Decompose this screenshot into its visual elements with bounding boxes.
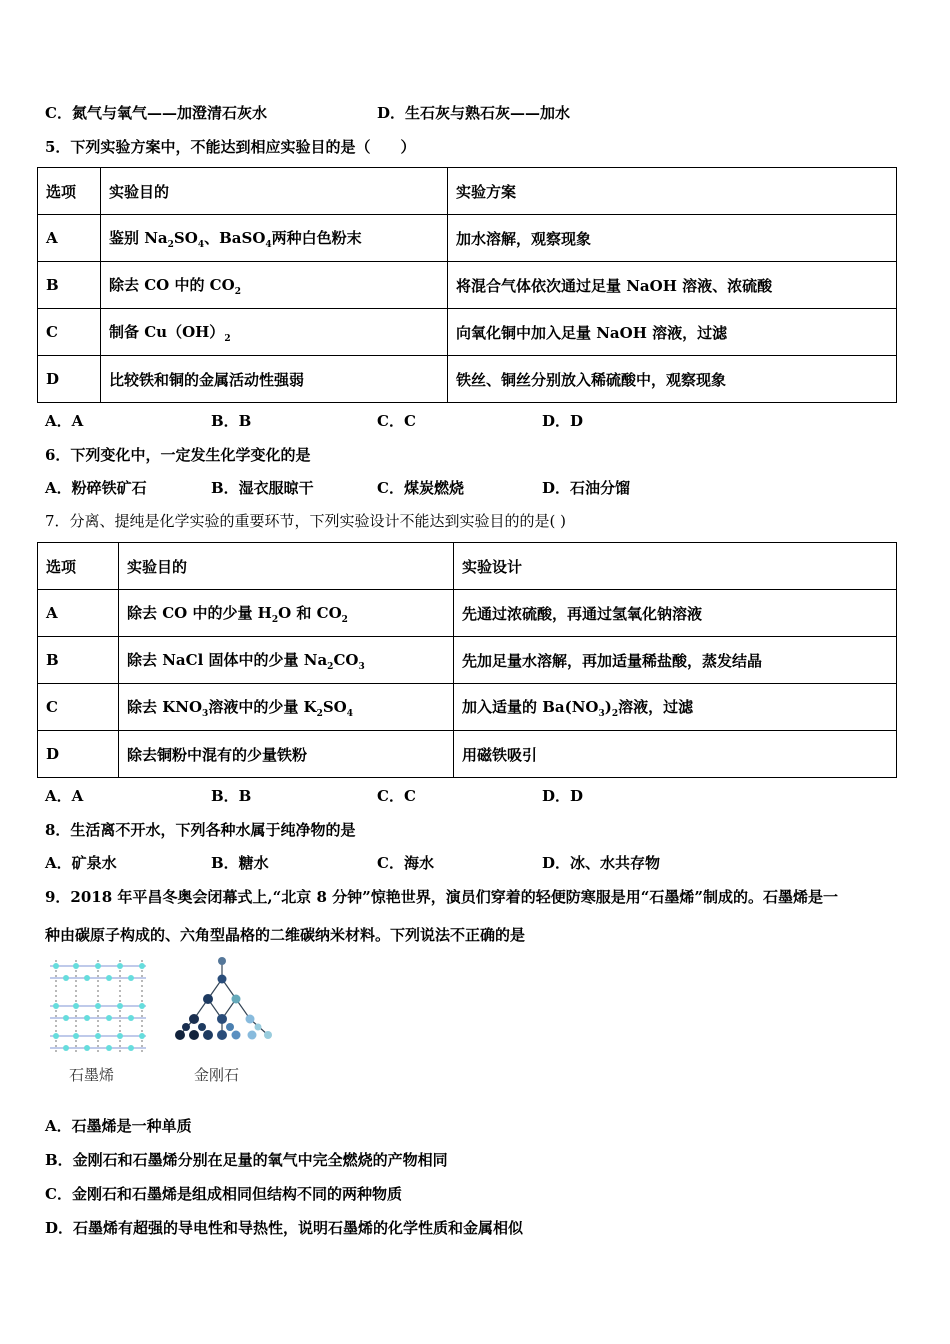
- q9-option-b: B．金刚石和石墨烯分别在足量的氧气中完全燃烧的产物相同: [45, 1151, 448, 1169]
- q7-row-c-key: C: [38, 684, 119, 731]
- q5-row-a-plan: 加水溶解，观察现象: [448, 215, 897, 262]
- q8-stem: 8．生活离不开水，下列各种水属于纯净物的是: [45, 821, 356, 839]
- q6-stem: 6．下列变化中，一定发生化学变化的是: [45, 446, 311, 464]
- q5-option-c: C．C: [377, 412, 416, 430]
- q5-row-b-purpose: 除去 CO 中的 $CO_2$: [101, 262, 448, 309]
- q7-header-plan: 实验设计: [454, 543, 897, 590]
- q5-header-plan: 实验方案: [448, 168, 897, 215]
- q9-option-c: C．金刚石和石墨烯是组成相同但结构不同的两种物质: [45, 1185, 402, 1203]
- q5-option-d: D．D: [542, 412, 584, 430]
- q7-row-a-key: A: [38, 590, 119, 637]
- q7-option-b: B．B: [211, 787, 252, 805]
- q5-row-d-key: D: [38, 356, 101, 403]
- q9-stem-line2: 种由碳原子构成的、六角型晶格的二维碳纳米材料。下列说法不正确的是: [45, 926, 526, 944]
- q5-row-a-purpose: 鉴别 $Na_2SO_4$、BaSO$_4$两种白色粉末: [101, 215, 448, 262]
- q4-option-d: D．生石灰与熟石灰——加水: [377, 104, 571, 122]
- q7-row-b-plan: 先加足量水溶解，再加适量稀盐酸，蒸发结晶: [454, 637, 897, 684]
- q9-option-a: A．石墨烯是一种单质: [45, 1117, 192, 1135]
- q7-table: [37, 542, 897, 778]
- graphene-caption: 石墨烯: [69, 1066, 115, 1084]
- q5-stem: 5．下列实验方案中，不能达到相应实验目的是（ ）: [45, 138, 416, 156]
- q5-row-b-key: B: [38, 262, 101, 309]
- diamond-caption: 金刚石: [194, 1066, 240, 1084]
- q7-row-c-plan: 加入适量的 $Ba(NO_3)_2$溶液，过滤: [454, 684, 897, 731]
- q5-row-a-key: A: [38, 215, 101, 262]
- q5-header-option: 选项: [38, 168, 101, 215]
- q8-option-b: B．糖水: [211, 854, 269, 872]
- q5-row-c-plan: 向氧化铜中加入足量 NaOH 溶液，过滤: [448, 309, 897, 356]
- q5-header-purpose: 实验目的: [101, 168, 448, 215]
- q6-option-d: D．石油分馏: [542, 479, 631, 497]
- q7-row-a-plan: 先通过浓硫酸，再通过氢氧化钠溶液: [454, 590, 897, 637]
- q7-header-purpose: 实验目的: [119, 543, 454, 590]
- q7-stem: 7．分离、提纯是化学实验的重要环节，下列实验设计不能达到实验目的的是( ): [45, 512, 567, 530]
- q7-option-c: C．C: [377, 787, 416, 805]
- q9-stem-line1: 9．2018 年平昌冬奥会闭幕式上,“北京 8 分钟”惊艳世界，演员们穿着的轻便防寒服是用“石墨烯”制成的。石墨烯是一: [45, 888, 839, 906]
- q5-row-c-purpose: 制备 $Cu(OH)_2$: [101, 309, 448, 356]
- graphene-structure-image: [46, 956, 150, 1056]
- q5-option-b: B．B: [211, 412, 252, 430]
- q7-row-d-plan: 用磁铁吸引: [454, 731, 897, 778]
- q8-option-a: A．矿泉水: [45, 854, 117, 872]
- q5-row-b-plan: 将混合气体依次通过足量 NaOH 溶液、浓硫酸: [448, 262, 897, 309]
- q7-option-d: D．D: [542, 787, 584, 805]
- q7-row-c-purpose: 除去 $KNO_3$溶液中的少量 $K_2SO_4$: [119, 684, 454, 731]
- q7-row-a-purpose: 除去 CO 中的少量 $H_2O$ 和 $CO_2$: [119, 590, 454, 637]
- q5-row-c-key: C: [38, 309, 101, 356]
- q8-option-c: C．海水: [377, 854, 434, 872]
- q6-option-c: C．煤炭燃烧: [377, 479, 464, 497]
- q7-row-b-purpose: 除去 NaCl 固体中的少量 $Na_2CO_3$: [119, 637, 454, 684]
- q7-row-d-purpose: 除去铜粉中混有的少量铁粉: [119, 731, 454, 778]
- q5-row-d-plan: 铁丝、铜丝分别放入稀硫酸中，观察现象: [448, 356, 897, 403]
- diamond-structure-image: [172, 955, 278, 1047]
- q6-option-a: A．粉碎铁矿石: [45, 479, 147, 497]
- q7-option-a: A．A: [45, 787, 84, 805]
- q4-option-c: C．氮气与氧气——加澄清石灰水: [45, 104, 267, 122]
- q5-row-d-purpose: 比较铁和铜的金属活动性强弱: [101, 356, 448, 403]
- q7-row-b-key: B: [38, 637, 119, 684]
- q5-option-a: A．A: [45, 412, 84, 430]
- q9-option-d: D．石墨烯有超强的导电性和导热性，说明石墨烯的化学性质和金属相似: [45, 1219, 524, 1237]
- q7-header-option: 选项: [38, 543, 119, 590]
- q8-option-d: D．冰、水共存物: [542, 854, 661, 872]
- q6-option-b: B．湿衣服晾干: [211, 479, 314, 497]
- q5-table: [37, 167, 897, 403]
- q7-row-d-key: D: [38, 731, 119, 778]
